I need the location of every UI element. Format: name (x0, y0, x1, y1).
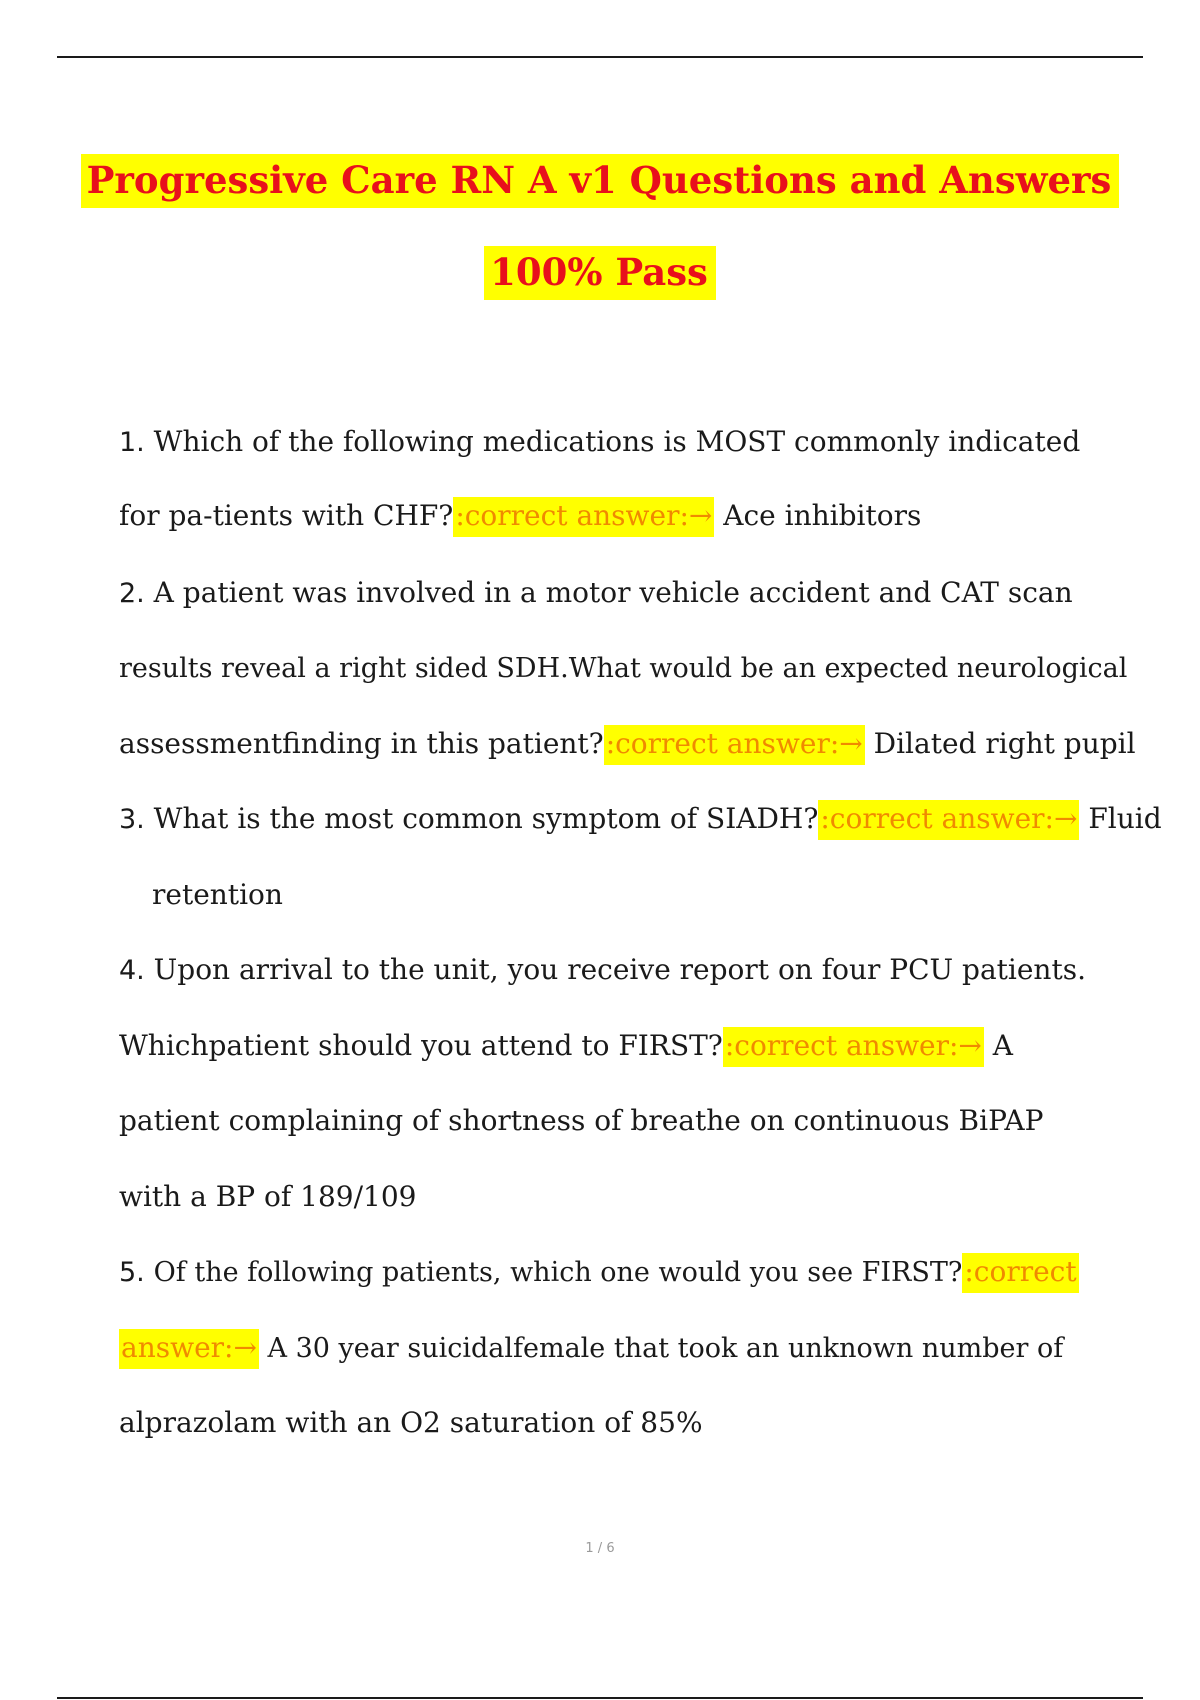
answer-text: A 30 year suicidalfemale that took an unknown number of (258, 1333, 1064, 1364)
page-indicator: 1 / 6 (585, 1541, 615, 1556)
question-text: assessmentfinding in this patient? (119, 727, 604, 760)
correct-answer-label: :correct answer:→ (604, 725, 865, 765)
question-1-line-2 (119, 499, 922, 532)
question-number: 5. (119, 1257, 145, 1288)
question-2-line-3 (119, 727, 1136, 760)
top-rule (57, 56, 1143, 58)
question-number: 2. (119, 578, 145, 609)
question-2-line-1 (119, 576, 1073, 609)
question-4-line-4 (119, 1180, 417, 1213)
answer-text: alprazolam with an O2 saturation of 85% (119, 1406, 703, 1439)
question-3-line-1 (119, 802, 1162, 835)
document-subtitle-text: 100% Pass (484, 246, 716, 300)
answer-text: patient complaining of shortness of breathe on continuous BiPAP (119, 1104, 1044, 1137)
question-text: Upon arrival to the unit, you receive report on four PCU patients. (153, 953, 1086, 986)
correct-answer-label: :correct answer:→ (453, 497, 714, 537)
question-text: Which of the following medications is MOST commonly indicated (153, 425, 1081, 458)
document-title-text: Progressive Care RN A v1 Questions and Answers (81, 154, 1120, 208)
question-4-line-3 (119, 1104, 1044, 1137)
correct-answer-label: :correct answer:→ (818, 800, 1079, 840)
question-number: 4. (119, 955, 145, 986)
question-2-line-2 (119, 654, 1127, 682)
question-1-line-1 (119, 425, 1081, 458)
question-text: Of the following patients, which one would you see FIRST? (153, 1257, 963, 1288)
correct-answer-label: :correct answer:→ (723, 1027, 984, 1067)
question-text: Whichpatient should you attend to FIRST? (119, 1029, 723, 1062)
correct-answer-label: answer:→ (119, 1329, 259, 1369)
question-text: A patient was involved in a motor vehicle accident and CAT scan (153, 576, 1073, 609)
answer-text: A (983, 1029, 1014, 1062)
answer-text: Ace inhibitors (714, 499, 922, 532)
question-3-line-2 (152, 878, 283, 911)
question-4-line-2 (119, 1029, 1014, 1062)
bottom-rule (57, 1697, 1143, 1699)
correct-answer-label: :correct (962, 1253, 1078, 1293)
question-number: 3. (119, 804, 145, 835)
question-5-line-3 (119, 1406, 703, 1439)
answer-text: Fluid (1079, 802, 1162, 835)
question-number: 1. (119, 427, 145, 458)
question-text: for pa-tients with CHF? (119, 499, 454, 532)
answer-text: retention (152, 878, 283, 911)
question-4-line-1 (119, 953, 1086, 986)
question-text: results reveal a right sided SDH.What would be an expected neurological (119, 653, 1128, 684)
question-text: What is the most common symptom of SIADH? (153, 802, 819, 835)
document-title-line-1 (0, 158, 1200, 202)
question-5-line-2 (119, 1331, 1064, 1364)
document-title-line-2 (0, 250, 1200, 294)
answer-text: with a BP of 189/109 (119, 1180, 417, 1213)
question-5-line-1 (119, 1255, 1079, 1288)
answer-text: Dilated right pupil (864, 727, 1136, 760)
